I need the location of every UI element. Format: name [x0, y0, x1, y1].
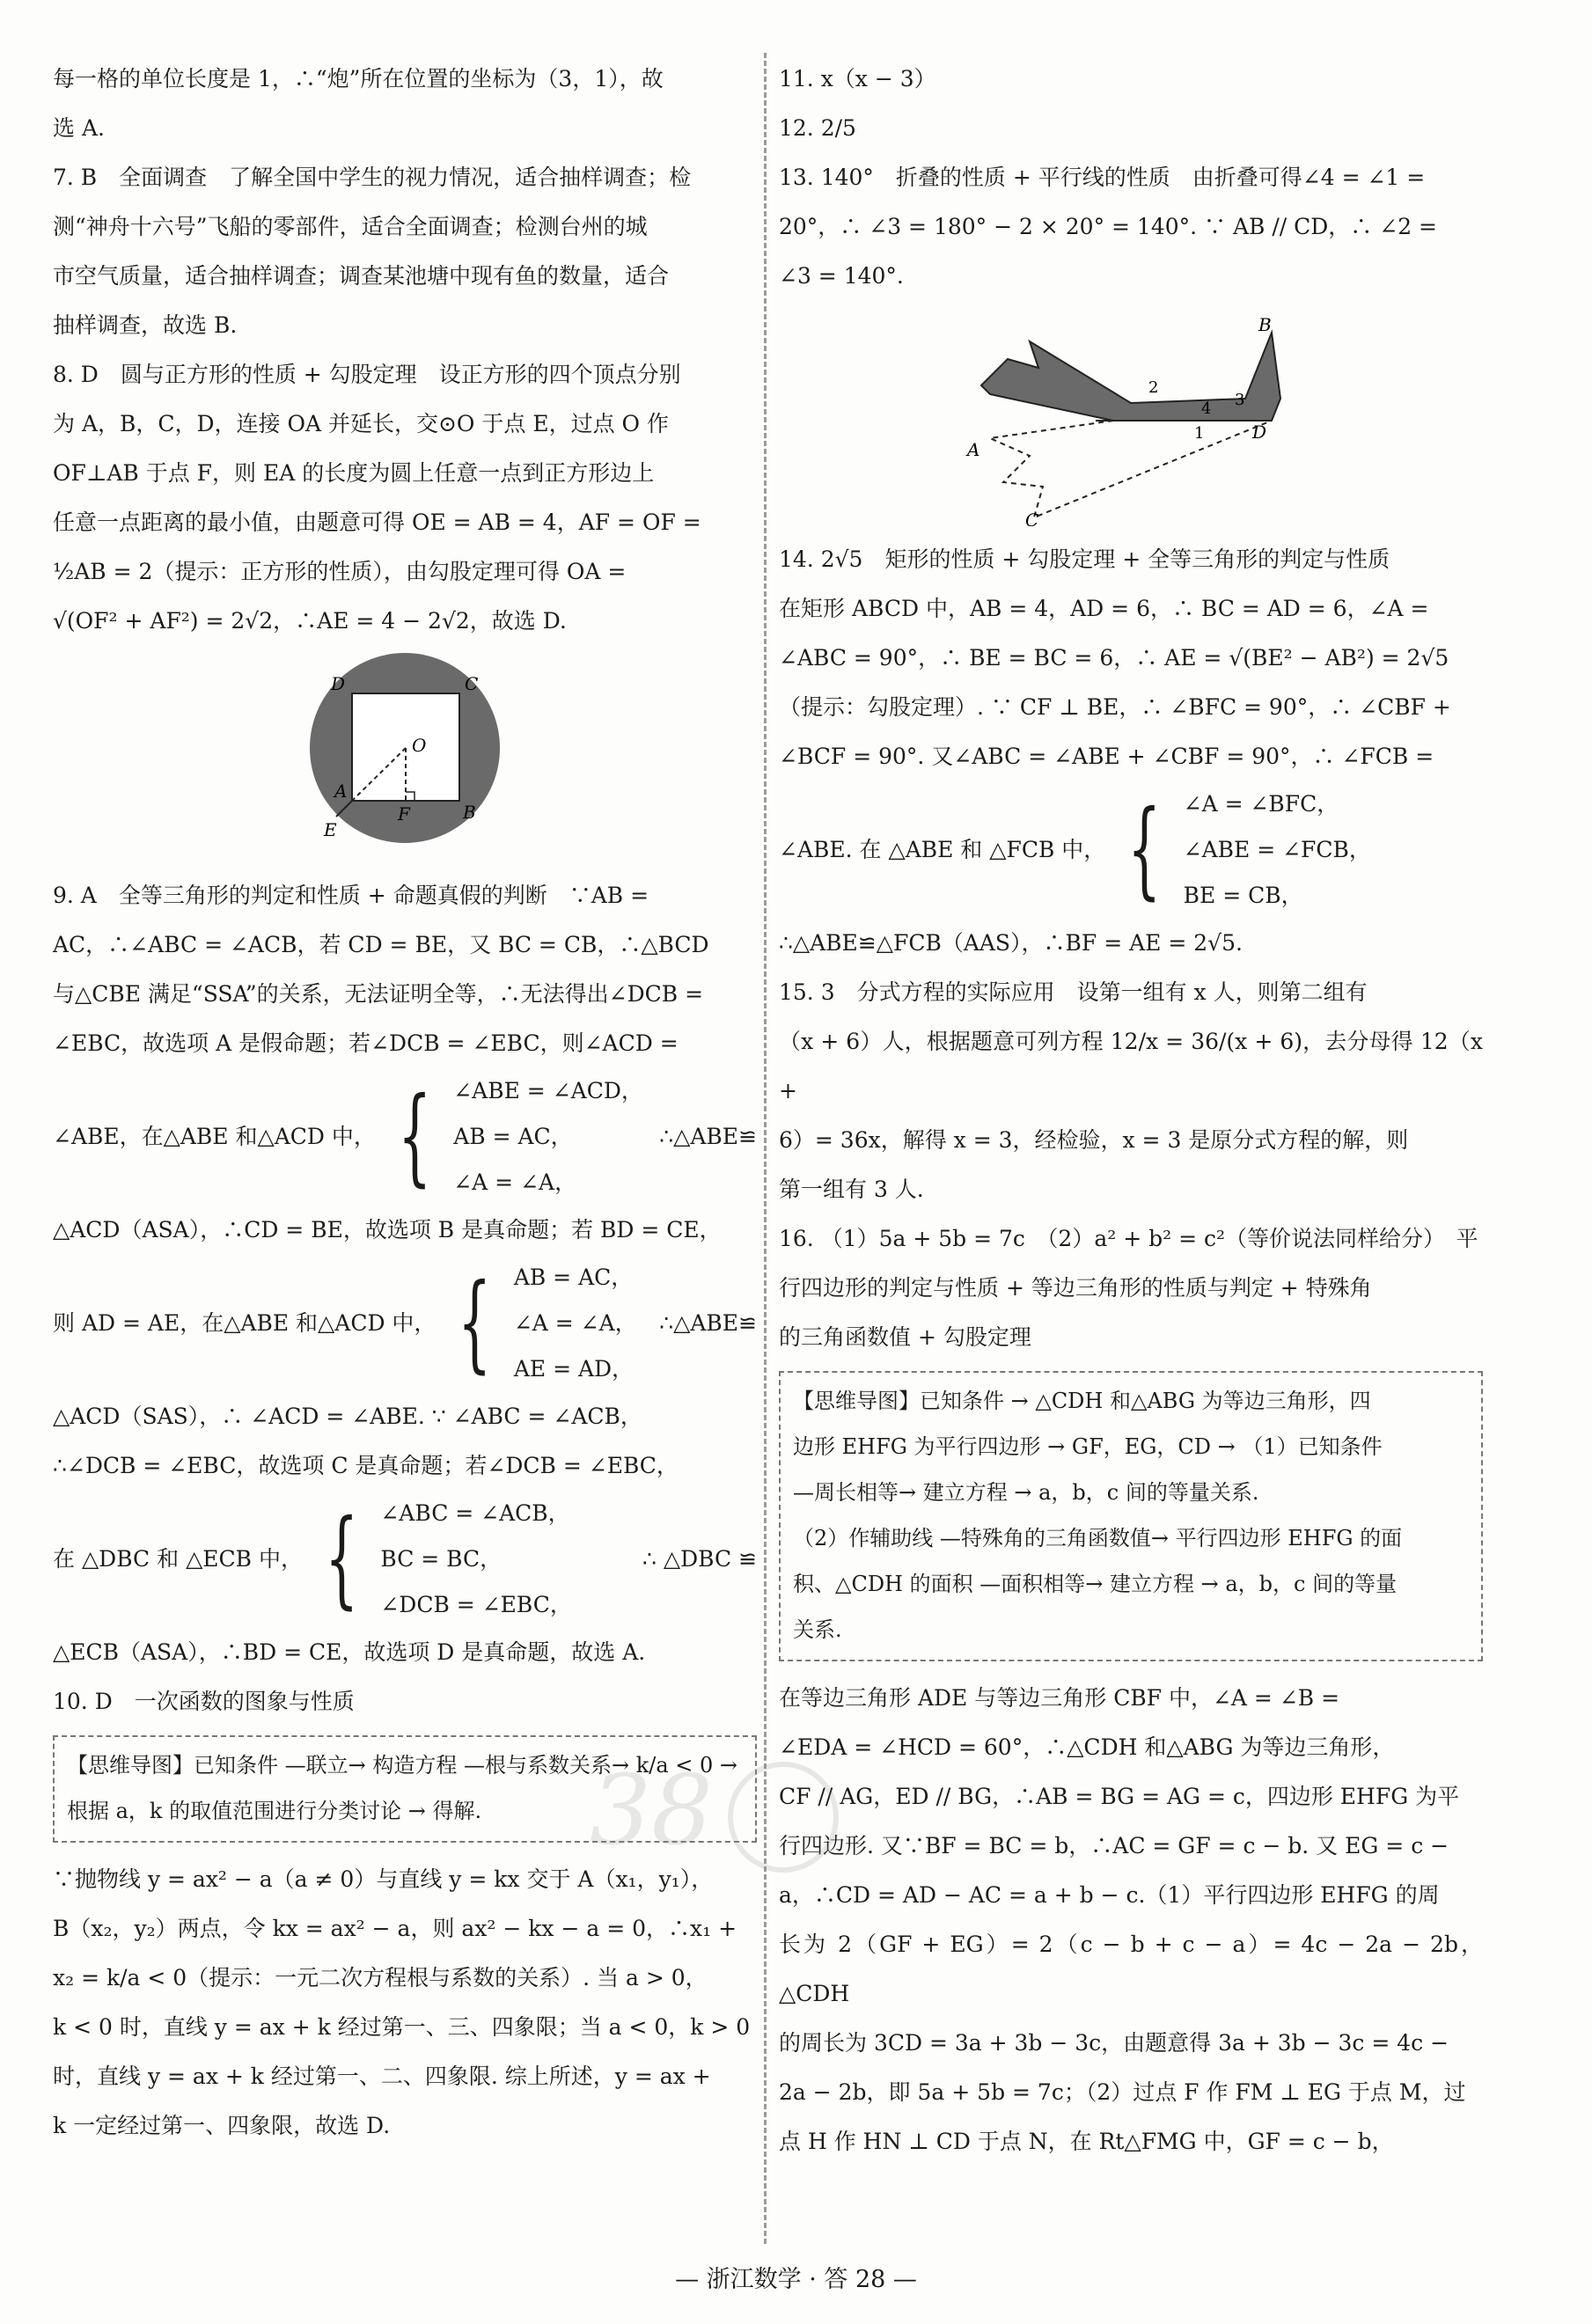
label-f: F: [398, 803, 410, 825]
label-a: A: [334, 781, 348, 802]
brace-lines: [380, 1491, 572, 1628]
svg-text:38: 38: [590, 1754, 713, 1866]
text-line: 每一格的单位长度是 1，∴“炮”所在位置的坐标为（3，1），故: [53, 66, 664, 92]
brace-row: [779, 781, 1483, 919]
text-line: 的三角函数值 + 勾股定理: [779, 1324, 1031, 1350]
angle-2-label: 2: [1148, 378, 1159, 397]
text-line: 在等边三角形 ADE 与等边三角形 CBF 中，∠A = ∠B =: [779, 1685, 1340, 1711]
text-line: ∵抛物线 y = ax² − a（a ≠ 0）与直线 y = kx 交于 A（x₁，y₁），: [53, 1866, 714, 1892]
text-line: ∠EBC，故选项 A 是假命题；若∠DCB = ∠EBC，则∠ACD =: [53, 1030, 679, 1056]
text-line: 则 AD = AE，在△ABE 和△ACD 中，: [53, 1310, 437, 1336]
text-line: 在矩形 ABCD 中，AB = 4，AD = 6，∴ BC = AD = 6，∠A =: [779, 596, 1429, 621]
text-line: 抽样调查，故选 B.: [53, 312, 238, 338]
text-line: ∴△ABE≌△FCB（AAS），∴BF = AE = 2√5.: [779, 930, 1243, 956]
text-line: ∠3 = 140°.: [779, 263, 904, 289]
text-line: x₂ = k/a < 0（提示：一元二次方程根与系数的关系）. 当 a > 0，: [53, 1965, 708, 1990]
text-line: 与△CBE 满足“SSA”的关系，无法证明全等，∴无法得出∠DCB =: [53, 981, 704, 1007]
text-line: 10. D 一次函数的图象与性质: [53, 1689, 355, 1714]
text-line: 14. 2√5 矩形的性质 + 勾股定理 + 全等三角形的判定与性质: [779, 546, 1390, 572]
text-line: 时，直线 y = ax + k 经过第一、二、四象限. 综上所述，y = ax +: [53, 2064, 711, 2089]
label-a: A: [967, 439, 980, 460]
brace-glyph: {: [1127, 788, 1162, 911]
brace-glyph: {: [458, 1262, 492, 1384]
text-line: a，∴CD = AD − AC = a + b − c.（1）平行四边形 EHFG 的周: [779, 1882, 1440, 1908]
text-line: 为 A，B，C，D，连接 OA 并延长，交⊙O 于点 E，过点 O 作: [53, 411, 669, 436]
text-line: ∠EDA = ∠HCD = 60°，∴△CDH 和△ABG 为等边三角形，: [779, 1734, 1395, 1760]
text-line: 在 △DBC 和 △ECB 中，: [53, 1546, 303, 1572]
label-o: O: [412, 735, 427, 756]
text-line: 选 A.: [53, 115, 105, 141]
text-line: 任意一点距离的最小值，由题意可得 OE = AB = 4，AF = OF =: [53, 510, 701, 535]
text-line: 行四边形. 又∵BF = BC = b，∴AC = GF = c − b. 又 EG = c −: [779, 1833, 1449, 1858]
answer-16: [779, 1214, 1483, 2166]
brace-line: ∠A = ∠BFC，: [1183, 791, 1339, 817]
text-line: ∴∠DCB = ∠EBC，故选项 C 是真命题；若∠DCB = ∠EBC，: [53, 1453, 679, 1478]
text-line: 第一组有 3 人.: [779, 1177, 924, 1202]
angle-4-label: 4: [1201, 400, 1212, 418]
circle-square-figure: [273, 651, 537, 862]
brace-line: BC = BC，: [380, 1546, 503, 1572]
text-line: √(OF² + AF²) = 2√2，∴AE = 4 − 2√2，故选 D.: [53, 608, 567, 634]
text-line: 8. D 圆与正方形的性质 + 勾股定理 设正方形的四个顶点分别: [53, 362, 681, 387]
text-line: B（x₂，y₂）两点，令 kx = ax² − a，则 ax² − kx − a = 0，∴x₁ +: [53, 1916, 737, 1941]
answer-14: [779, 535, 1483, 968]
brace-lines: [514, 1255, 637, 1392]
brace-line: AB = AC，: [513, 1265, 634, 1290]
text-line: △ACD（ASA），∴CD = BE，故选项 B 是真命题；若 BD = CE，: [53, 1217, 722, 1243]
text-line: 2a − 2b，即 5a + 5b = 7c；（2）过点 F 作 FM ⊥ EG 于点 M，过: [779, 2079, 1466, 2105]
text-line: k < 0 时，直线 y = ax + k 经过第一、三、四象限；当 a < 0，k > 0: [53, 2014, 751, 2040]
brace-line: ∠A = ∠A，: [453, 1169, 577, 1195]
brace-line: AB = AC，: [453, 1124, 573, 1149]
answer-8: [53, 350, 757, 862]
folding-figure: [955, 306, 1307, 526]
brace-line: ∠ABE = ∠FCB，: [1183, 837, 1371, 862]
angle-1-label: 1: [1194, 424, 1205, 443]
mind-map-line: 积、△CDH 的面积 —面积相等→ 建立方程 → a，b，c 间的等量: [793, 1572, 1398, 1596]
brace-lines: [453, 1068, 643, 1206]
text-line: △ACD（SAS），∴ ∠ACD = ∠ABE. ∵ ∠ABC = ∠ACB，: [53, 1404, 642, 1429]
text-line: ∴△ABE≌: [659, 1124, 757, 1149]
answer-15: [779, 968, 1483, 1214]
label-c: C: [1025, 510, 1039, 526]
label-c: C: [465, 673, 479, 694]
brace-row: [53, 1255, 757, 1392]
angle-3-label: 3: [1235, 391, 1245, 409]
text-line: 20°，∴ ∠3 = 180° − 2 × 20° = 140°. ∵ AB // CD，∴ ∠2 =: [779, 214, 1437, 239]
label-b: B: [463, 802, 476, 823]
mind-map-line: 【思维导图】已知条件 —联立→ 构造方程 —根与系数关系→ k/a < 0 →: [67, 1753, 738, 1778]
watermark-logo: [581, 1747, 880, 1896]
text-line: ∠ABE. 在 △ABE 和 △FCB 中，: [779, 837, 1106, 862]
text-line: （提示：勾股定理）. ∵ CF ⊥ BE，∴ ∠BFC = 90°，∴ ∠CBF +: [779, 694, 1451, 720]
mind-map-line: 边形 EHFG 为平行四边形 → GF，EG，CD → （1）已知条件: [793, 1434, 1383, 1459]
label-b: B: [1258, 314, 1272, 335]
text-line: （x + 6）人，根据题意可列方程 12/x = 36/(x + 6)，去分母得 12（x +: [779, 1029, 1483, 1103]
text-line: 行四边形的判定与性质 + 等边三角形的性质与判定 + 特殊角: [779, 1275, 1372, 1301]
text-line: AC，∴∠ABC = ∠ACB，若 CD = BE，又 BC = CB，∴△BCD: [53, 932, 709, 957]
brace-line: ∠A = ∠A，: [513, 1310, 637, 1336]
column-divider: [764, 53, 767, 2244]
text-line: 16. （1）5a + 5b = 7c （2）a² + b² = c²（等价说法同样给分） 平: [779, 1226, 1478, 1251]
text-line: 市空气质量，适合抽样调查；调查某池塘中现有鱼的数量，适合: [53, 263, 670, 289]
text-line: OF⊥AB 于点 F，则 EA 的长度为圆上任意一点到正方形边上: [53, 460, 655, 486]
text-line: △ECB（ASA），∴BD = CE，故选项 D 是真命题，故选 A.: [53, 1639, 646, 1665]
mind-map-line: 关系.: [793, 1617, 842, 1642]
text-line: CF // AG，ED // BG，∴AB = BG = AG = c，四边形 EHFG 为平: [779, 1784, 1460, 1809]
mind-map-line: —周长相等→ 建立方程 → a，b，c 间的等量关系.: [793, 1480, 1259, 1505]
brace-line: AE = AD，: [513, 1356, 635, 1382]
brace-row: [53, 1068, 757, 1206]
brace-glyph: {: [397, 1075, 432, 1198]
mind-map-line: （2）作辅助线 —特殊角的三角函数值→ 平行四边形 EHFG 的面: [793, 1526, 1403, 1551]
label-e: E: [324, 819, 337, 840]
answer-11: 11. x（x − 3）: [779, 66, 936, 92]
text-line: k 一定经过第一、四象限，故选 D.: [53, 2113, 391, 2138]
brace-line: ∠ABE = ∠ACD，: [453, 1078, 643, 1103]
label-d: D: [1252, 422, 1267, 443]
text-line: ½AB = 2（提示：正方形的性质），由勾股定理可得 OA =: [53, 559, 627, 584]
answer-13: [779, 153, 1483, 526]
text-line: ∠BCF = 90°. 又∠ABC = ∠ABE + ∠CBF = 90°，∴ ∠FCB =: [779, 744, 1434, 769]
text-line: ∴ △DBC ≌: [642, 1546, 757, 1572]
mind-map-line: 【思维导图】已知条件 → △CDH 和△ABG 为等边三角形，四: [793, 1389, 1371, 1413]
label-d: D: [331, 673, 346, 694]
text-line: 点 H 作 HN ⊥ CD 于点 N，在 Rt△FMG 中，GF = c − b，: [779, 2129, 1394, 2154]
text-line: 7. B 全面调查 了解全国中学生的视力情况，适合抽样调查；检: [53, 165, 692, 190]
page-footer: — 浙江数学 · 答 28 —: [675, 2266, 917, 2293]
brace-line: ∠ABC = ∠ACB，: [380, 1500, 570, 1526]
text-line: 13. 140° 折叠的性质 + 平行线的性质 由折叠可得∠4 = ∠1 =: [779, 165, 1426, 190]
text-line: 长为 2（GF + EG）= 2（c − b + c − a）= 4c − 2a − 2b，△CDH: [779, 1932, 1483, 2006]
text-line: 9. A 全等三角形的判定和性质 + 命题真假的判断 ∵AB =: [53, 883, 649, 908]
text-line: ∠ABE，在△ABE 和△ACD 中，: [53, 1124, 376, 1149]
text-line: 的周长为 3CD = 3a + 3b − 3c，由题意得 3a + 3b − 3c = 4c −: [779, 2030, 1449, 2056]
square-shape: [352, 693, 459, 801]
text-line: 测“神舟十六号”飞船的零部件，适合全面调查；检测台州的城: [53, 214, 648, 239]
brace-line: ∠DCB = ∠EBC，: [380, 1592, 572, 1617]
mind-map-box: [779, 1371, 1483, 1661]
text-line: ∠ABC = 90°，∴ BE = BC = 6，∴ AE = √(BE² − AB²) = 2√5: [779, 645, 1449, 671]
brace-row: [53, 1491, 757, 1628]
text-line: 6）= 36x，解得 x = 3，经检验，x = 3 是原分式方程的解，则: [779, 1127, 1409, 1153]
mind-map-line: 根据 a，k 的取值范围进行分类讨论 → 得解.: [67, 1799, 482, 1823]
answer-12: 12. 2/5: [779, 115, 856, 141]
text-line: ∴△ABE≌: [659, 1310, 757, 1336]
unfolded-outline: [990, 421, 1272, 517]
text-line: 15. 3 分式方程的实际应用 设第一组有 x 人，则第二组有: [779, 979, 1368, 1005]
brace-lines: [1184, 781, 1371, 919]
brace-line: BE = CB，: [1183, 883, 1303, 908]
answer-9: [53, 871, 757, 1677]
brace-glyph: {: [325, 1498, 359, 1620]
answer-7: [53, 153, 757, 350]
right-column: [779, 55, 1483, 2166]
